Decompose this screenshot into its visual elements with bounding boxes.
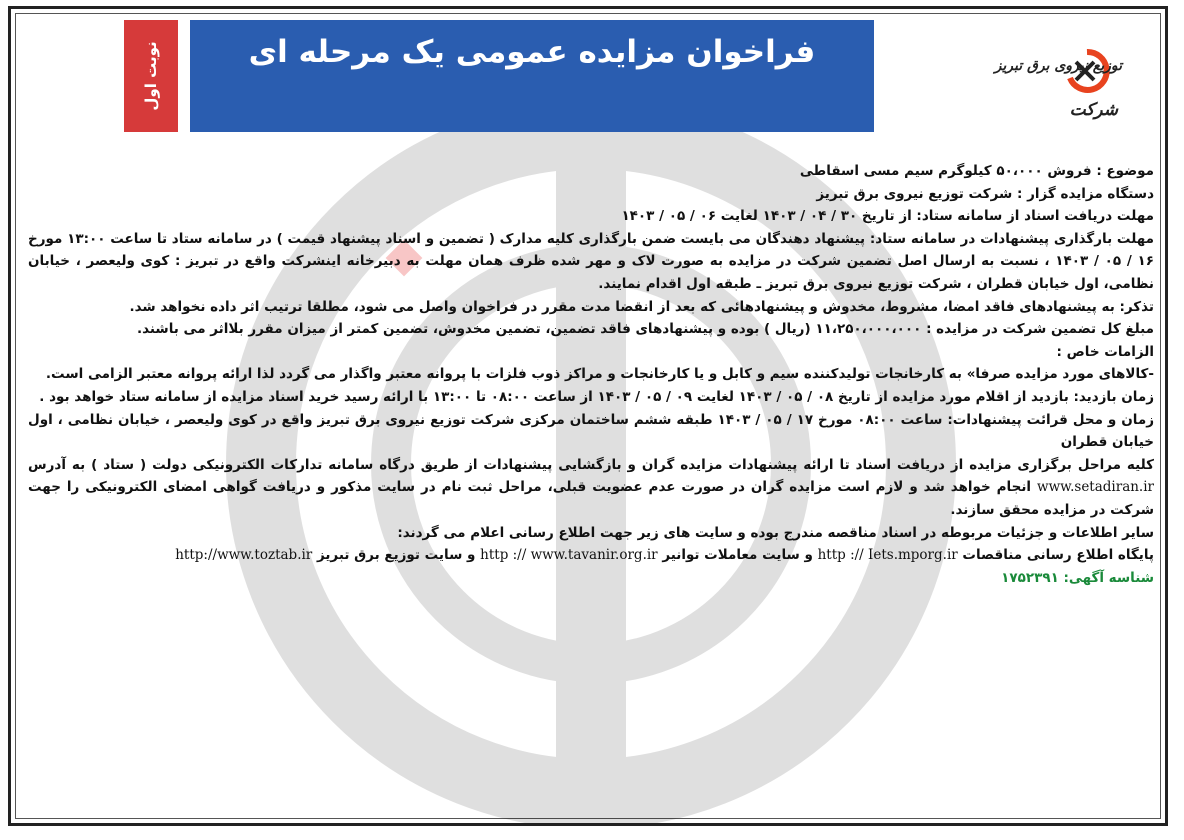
other-info: سایر اطلاعات و جزئیات مربوطه در اسناد مناقصه مندرج بوده و سایت های زیر جهت اطلاع رسانی اعلام می گردند: (397, 524, 1154, 541)
round-label: نوبت اول (142, 41, 160, 111)
process-text-b: انجام خواهد شد و لازم است مزایده گران در صورت عدم عضویت قبلی، مراحل ثبت نام در سایت مذکور و دریافت گواهی امضای الکترونیکی را جهت شرکت در مزایده محقق سازند. (28, 479, 1154, 518)
websites-text-a: پایگاه اطلاع رسانی مناقصات (962, 547, 1154, 564)
document-deadline: مهلت دریافت اسناد از سامانه ستاد: از تاریخ ۳۰ / ۰۴ / ۱۴۰۳ لغایت ۰۶ / ۰۵ / ۱۴۰۳ (621, 208, 1154, 225)
announcement-body (28, 160, 1154, 589)
visit-time: زمان بازدید: بازدید از اقلام مورد مزایده از تاریخ ۰۸ / ۰۵ / ۱۴۰۳ لغایت ۰۹ / ۰۵ / ۱۴۰۳ از ساعت ۰۸:۰۰ تا ۱۳:۰۰ با ارائه رسید خرید اسناد مزایده از سامانه ستاد خواهد بود . (39, 388, 1154, 405)
websites-text-c: و سایت توزیع برق تبریز (316, 547, 476, 564)
header-band (190, 20, 874, 132)
toztab-link[interactable]: http://www.toztab.ir (175, 547, 313, 564)
note-paragraph: تذکر: به پیشنهادهای فاقد امضا، مشروط، مخدوش و پیشنهادهائی که بعد از انقضا مدت مقرر در فراخوان واصل می شود، مطلقا ترتیب اثر داده نخواهد شد. (129, 298, 1154, 315)
websites-paragraph (28, 544, 1154, 567)
ad-identifier: شناسه آگهی: ۱۷۵۲۳۹۱ (1001, 569, 1154, 586)
subject-line: موضوع : فروش ۵۰،۰۰۰ کیلوگرم سیم مسی اسقاطی (799, 163, 1154, 179)
requirements-item: -کالاهای مورد مزایده صرفا» به کارخانجات تولیدکننده سیم و کابل و یا کارخانجات و مراکز ذوب فلزات با پروانه معتبر واگذار می گردد لذا ارائه پروانه معتبر الزامی است. (45, 366, 1154, 383)
setad-link[interactable]: www.setadiran.ir (1037, 479, 1154, 496)
tavanir-link[interactable]: http :// www.tavanir.org.ir (480, 547, 658, 564)
upload-deadline: مهلت بارگذاری پیشنهادات در سامانه ستاد: پیشنهاد دهندگان می بایست ضمن بارگذاری کلیه مدارک ( تضمین و اسناد پیشنهاد قیمت ) در سامانه ستاد تا ساعت ۱۳:۰۰ مورخ ۱۶ / ۰۵ / ۱۴۰۳ ، نسبت به ارسال اصل تضمین شرکت در مزایده به صورت لاک و مهر شده ظرف همان مهلت به دبیرخانه اینشرکت واقع در تبریز : کوی ولیعصر ، خیابان نظامی، اول خیابان قطران ، شرکت توزیع نیروی برق تبریز ـ طبقه اول اقدام نمایند. (28, 230, 1154, 292)
opening-time-place: زمان و محل قرائت پیشنهادات: ساعت ۰۸:۰۰ مورخ ۱۷ / ۰۵ / ۱۴۰۳ طبقه ششم ساختمان مرکزی شرکت توزیع نیروی برق تبریز واقع در کوی ولیعصر ، خیابان نظامی ، اول خیابان قطران (28, 411, 1154, 451)
websites-text-b: و سایت معاملات توانیر (662, 547, 813, 564)
round-badge (124, 20, 178, 132)
logo-text-line1: توزیع نیروی برق تبریز (994, 58, 1122, 74)
process-paragraph (28, 454, 1154, 522)
page-title: فراخوان مزایده عمومی یک مرحله ای (248, 34, 816, 70)
logo-text-line2: شرکت (1069, 100, 1118, 120)
organizer-line: دستگاه مزایده گزار : شرکت توزیع نیروی برق تبریز (816, 185, 1154, 202)
company-logo (960, 40, 1130, 140)
process-text-a: کلیه مراحل برگزاری مزایده از دریافت اسناد تا ارائه پیشنهادات مزایده گران و بازگشایی پیشنهادات از طریق درگاه سامانه تدارکات الکترونیکی دولت ( ستاد ) به آدرس (28, 456, 1154, 473)
requirements-heading: الزامات خاص : (1056, 343, 1154, 360)
guarantee-amount: مبلغ کل تضمین شرکت در مزایده : ۱۱،۲۵۰،۰۰۰،۰۰۰ (ریال ) بوده و پیشنهادهای فاقد تضمین، تضمین مخدوش، تضمین کمتر از میزان مقرر بلااثر می باشند. (137, 321, 1154, 338)
iets-link[interactable]: http :// Iets.mporg.ir (817, 547, 958, 564)
